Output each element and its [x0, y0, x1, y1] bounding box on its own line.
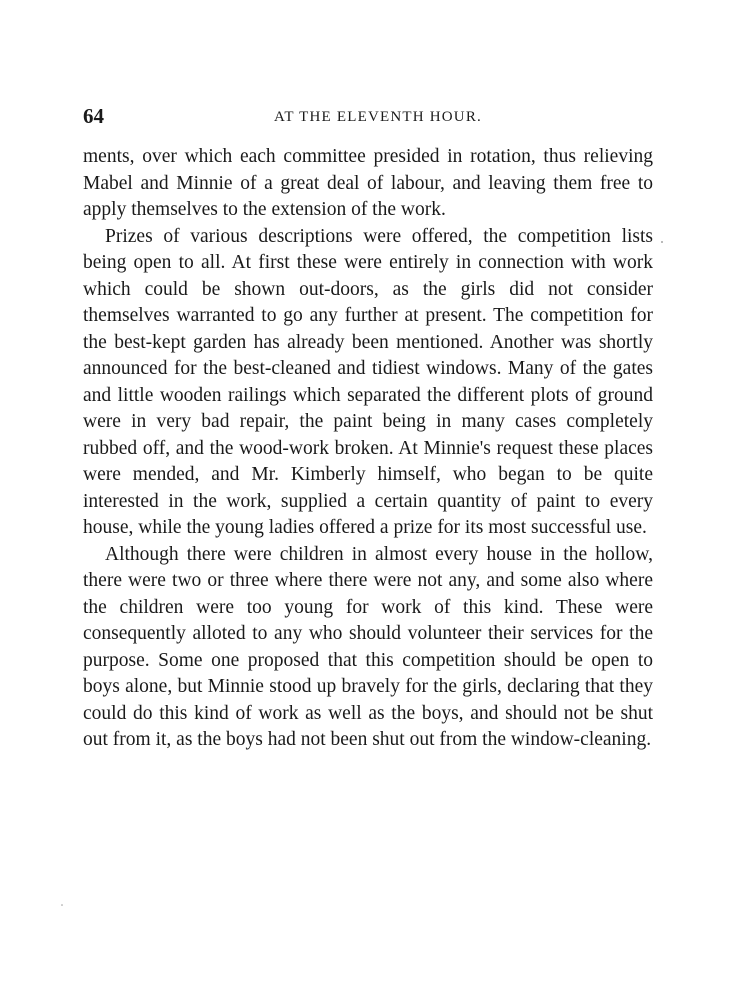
body-text	[83, 144, 653, 754]
ink-speck	[61, 904, 63, 906]
paragraph-3: Although there were children in almost every house in the hollow, there were two or three where there were not any, and some also where the children were too young for work of this kind. These were consequently alloted to any who should volunteer their services for the purpose. Some one proposed that this competition should be open to boys alone, but Minnie stood up bravely for the girls, declaring that they could do this kind of work as well as the boys, and should not be shut out from it, as the boys had not been shut out from the window-cleaning.	[83, 543, 653, 750]
ink-speck	[661, 241, 663, 243]
running-title: AT THE ELEVENTH HOUR.	[274, 109, 482, 125]
running-head	[83, 104, 653, 128]
paragraph-2: Prizes of various descriptions were offered, the competition lists being open to all. At first these were entirely in connection with work which could be shown out-doors, as the girls did not consider themselves warranted to go any further at present. The competition for the best-kept garden has already been mentioned. Another was shortly announced for the best-cleaned and tidiest windows. Many of the gates and little wooden railings which separated the different plots of ground were in very bad repair, the paint being in many cases completely rubbed off, and the wood-work broken. At Minnie's request these places were mended, and Mr. Kimberly himself, who began to be quite interested in the work, supplied a certain quantity of paint to every house, while the young ladies offered a prize for its most successful use.	[83, 225, 653, 538]
page-number: 64	[83, 104, 104, 128]
paragraph-1: ments, over which each committee presided in rotation, thus relieving Mabel and Minnie of a great deal of labour, and leaving them free to apply themselves to the extension of the work.	[83, 146, 653, 220]
